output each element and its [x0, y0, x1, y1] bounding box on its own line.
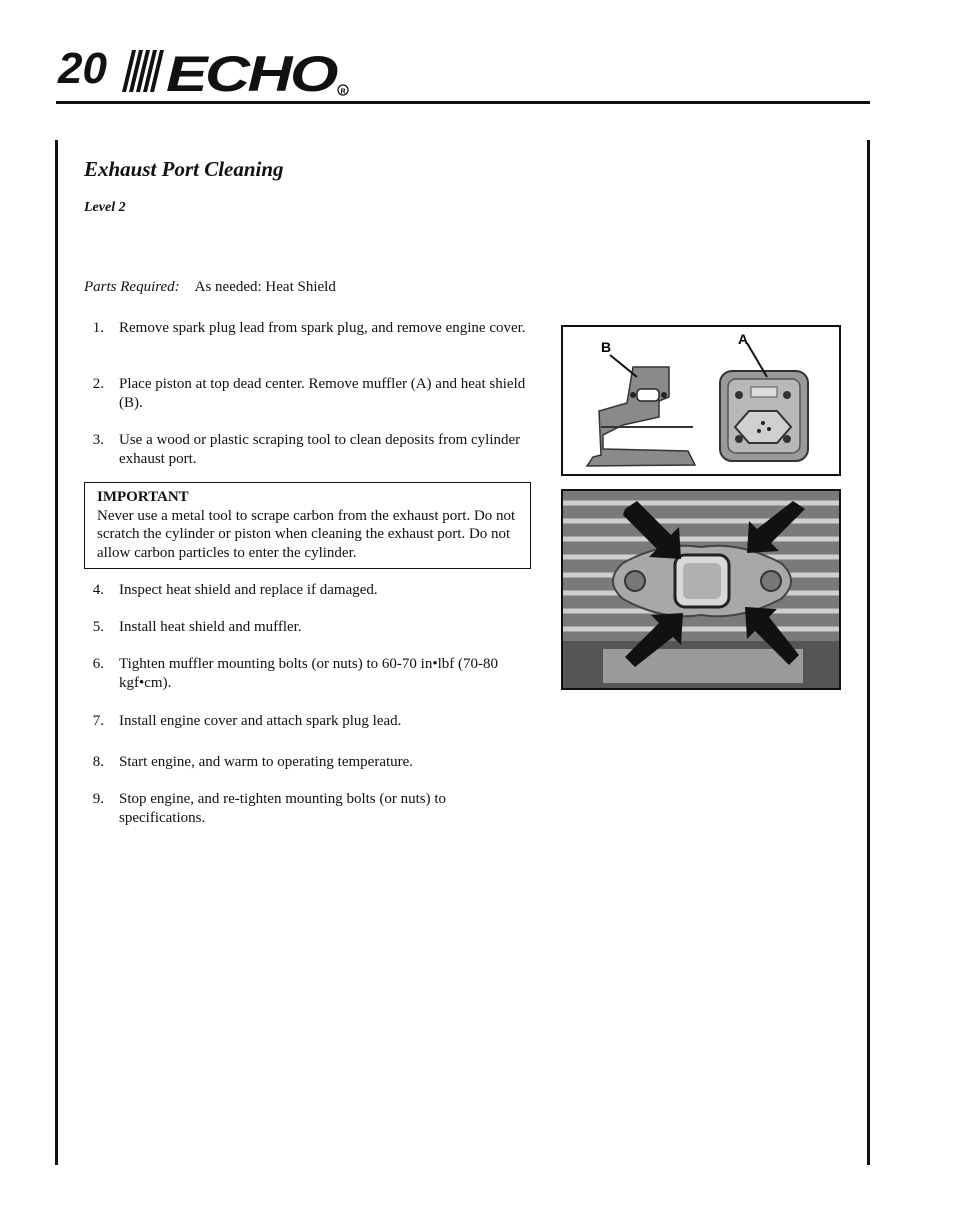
- step-number: 2.: [92, 376, 104, 392]
- step-number: 7.: [92, 713, 104, 729]
- figure-muffler-heat-shield: [561, 325, 841, 476]
- section-title: Exhaust Port Cleaning: [84, 157, 284, 181]
- callout-label-a: A: [738, 331, 749, 347]
- step-text: Install heat shield and muffler.: [119, 619, 302, 635]
- step-text: Place piston at top dead center. Remove muffler (A) and heat shield (B).: [119, 376, 526, 411]
- muffler-illustration: [720, 371, 808, 461]
- step-number: 9.: [92, 791, 104, 807]
- step-text: Install engine cover and attach spark plug lead.: [119, 713, 402, 729]
- heat-shield-illustration: [587, 367, 695, 466]
- step-number: 3.: [92, 432, 104, 448]
- step-text: Inspect heat shield and replace if damaged.: [119, 582, 378, 598]
- step-text: Use a wood or plastic scraping tool to clean deposits from cylinder exhaust port.: [119, 432, 521, 467]
- step-text: Tighten muffler mounting bolts (or nuts) to 60-70 in•lbf (70-80 kgf•cm).: [119, 656, 498, 691]
- important-text: Never use a metal tool to scrape carbon from the exhaust port. Do not scratch the cylinder or piston when cleaning the exhaust port. Do not allow carbon particles to enter the cylinder.: [97, 507, 516, 561]
- important-heading: IMPORTANT: [97, 489, 189, 505]
- right-margin-rule: [867, 140, 870, 1165]
- header-rule: [56, 101, 870, 104]
- step-number: 6.: [92, 656, 104, 672]
- step-text: Remove spark plug lead from spark plug, and remove engine cover.: [119, 320, 526, 336]
- step-number: 8.: [92, 754, 104, 770]
- page-number: 20: [58, 44, 107, 93]
- parts-required-value: As needed: Heat Shield: [194, 279, 336, 295]
- logo-wordmark: ECHO: [166, 46, 339, 98]
- parts-required: [84, 279, 336, 296]
- figure-exhaust-port: [561, 489, 841, 690]
- step-number: 1.: [92, 320, 104, 336]
- echo-logo: [120, 44, 352, 98]
- step-number: 4.: [92, 582, 104, 598]
- callout-label-b: B: [601, 339, 612, 355]
- important-notice: [84, 482, 531, 569]
- exhaust-port-flange: [613, 546, 791, 617]
- left-margin-rule: [55, 140, 58, 1165]
- step-number: 5.: [92, 619, 104, 635]
- level-label: Level 2: [84, 200, 126, 215]
- step-text: Stop engine, and re-tighten mounting bolts (or nuts) to specifications.: [119, 791, 447, 826]
- step-text: Start engine, and warm to operating temperature.: [119, 754, 414, 770]
- svg-text:R: R: [340, 88, 346, 96]
- parts-required-label: Parts Required:: [84, 279, 180, 295]
